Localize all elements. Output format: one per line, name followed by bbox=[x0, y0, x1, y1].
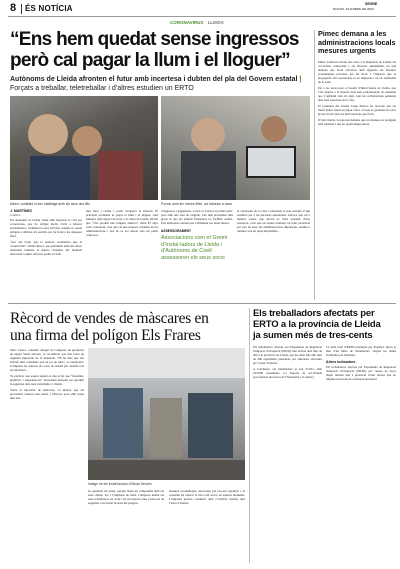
newspaper-name: SEGRE bbox=[365, 2, 378, 6]
photo-home-office bbox=[161, 96, 310, 200]
br-divider bbox=[249, 308, 250, 563]
main-col-4: al capdavant de la crisi i basteixen el nou sistema d’ajut establert per a les persones autònomes. Advoca que cal a màxim. Laura, que encara es troba pendent d’una resolució, creu que en aquest moment cal tenir paciència per part de totes les administracions implicades. Anima a tramitar tots els ajuts disponibles. bbox=[237, 209, 310, 233]
main-headline bbox=[10, 29, 310, 71]
main-subtitle bbox=[10, 75, 310, 93]
br-headline-line-3: ja sumen més de tres-cents bbox=[253, 330, 373, 341]
bl-headline-line-2: una firma del polígon Els Frares bbox=[10, 327, 201, 344]
section-separator bbox=[8, 303, 396, 304]
br-col-2 bbox=[326, 345, 396, 381]
bl-body-1: Marc Castro, conseller delegat de l’empresa de productes de neteja Sieda Serveis, va reconèixer que han notat un augment important de la demanda. “Hi ha dies que ens arriben més comandes que en tot un mes”, va assenyalar. L’empresa ha reforçat els torns de treball per atendre tots els encàrrecs. bbox=[10, 348, 84, 372]
bl-body-3: Sobre la reposició de màscares, va indicar que els proveïdors xinesos han tornat a fabricar, però amb preus més alts. bbox=[10, 388, 84, 400]
bl-col-3: mesures econòmiques aprovades pel Govern espanyol i el conseller ha valorat la tasca del sector en aquests moments. L’empresa preveu continuar amb l’activitat mentre duri l’estat d’alarma. bbox=[169, 489, 245, 505]
subtitle-bold: Autònoms de Lleida afronten el futur amb incertesa i dubten del pla del Govern estatal bbox=[10, 76, 298, 83]
col1-body: Els autònoms de Lleida viuen amb incertesa la crisi per coronavirus, que ha obligat molts d’ells a haturar parcialment o totalment la seva activitat. Alguns es veuen obligats a utilitzar els estalvis per fer front a les despeses fixes. bbox=[10, 218, 82, 238]
sidebar-body-1: Pimec Lleida ha enviat una carta a la Diputació de Lleida, als col·lectius comercials i als diversos ajuntaments en què demana que facin efectives amb urgència les mesures econòmiques previstes per fer front a l’impacte que la propagació del coronavirus té en empreses i en els autònoms de la zona. bbox=[318, 59, 396, 84]
br-headline-line-2: ERTO a la província de Lleida bbox=[253, 319, 381, 330]
bottom-left-headline bbox=[10, 310, 245, 344]
subtitle-rest: Forçats a treballar, teletreballar i d’altres estudien un ERTO bbox=[10, 85, 194, 92]
photo1-caption: Albert, conilliant el seu habitatge amb els seus dos fills. bbox=[10, 202, 91, 206]
header-divider bbox=[21, 4, 22, 14]
photo-warehouse bbox=[88, 348, 245, 480]
br-col-1 bbox=[253, 345, 322, 379]
page-number: 8 bbox=[10, 2, 17, 14]
col1-quote: “Ara em trobo que la situació econòmica que el coronavirus”, afirma Roser, que juntament amb uns altres autònoms lamenta la manca d’ajudes. De moment desconeix a quins recursos podrà accedir. bbox=[10, 240, 82, 256]
bl-col-2: no apujaran els preus, perquè tenen un compromís amb els seus clients. Tot i l’augment de feina, l’empresa manté els seus treballadors en actiu i ha incorporat nous protocols de seguretat a les instal·lacions del polígon. bbox=[88, 489, 164, 505]
br-headline-line-1: Els treballadors afectats per bbox=[253, 308, 375, 319]
article-author: J. MARTÍNEZ bbox=[10, 209, 32, 213]
col3-green-callout: Associacions com el Gremi d’Instal·ladors de Lleida i d’Autònoms de Coell assessoren els seus socis bbox=[161, 235, 228, 261]
col3-heading: ASSESSORAMENT bbox=[161, 229, 192, 233]
sidebar-divider bbox=[314, 30, 315, 300]
br-body-1: Els treballadors afectats per Expedients de Regulació Temporal d’Ocupació (ERTO) han arribat dels més de 300 a la província de Lleida, que ha rebut fins ahir més de 400 expedients presentats per empreses afectades per l’estat d’alarma. bbox=[253, 345, 322, 365]
br-body-4: Els treballadors afectats per Expedients de Regulació Temporal d’Ocupació (ERTO) per causes de força major tindran dret a prestació d’atur encara que no tinguin el període de cotització necessari. bbox=[326, 365, 396, 381]
bottom-right-headline bbox=[253, 308, 396, 341]
main-col-1 bbox=[10, 209, 82, 256]
section-label: ÉS NOTÍCIA bbox=[25, 4, 73, 13]
bl-col-1 bbox=[10, 348, 84, 400]
main-col-2: més forta i confia a poder recuperar la situació. El principal problema és pagar la llum i el lloguer. José Manuel, amb negoci de fresa a la ciutat de Lleida, afirma que “s’ha produït una caiguda dràstica”. Amb 45 anys com a autònom, creu que cal una resposta conjunta de les administracions i que no es pot deixar sols els petits comerços. bbox=[86, 209, 158, 237]
br-body-3: La xifra total d’ERTO plantejats per Espanya afecta ja més d’un milió de treballadors, segons les dades facilitades pel ministeri. bbox=[326, 345, 396, 357]
main-col-3 bbox=[161, 209, 233, 261]
sidebar-body-4: D’altra banda, la patronal demana que les mesures es prenguin amb rapidesa i que no quedi ningú enrere. bbox=[318, 117, 396, 126]
warehouse-caption: Imatge de les instal·lacions d’Sieda Serveis. bbox=[88, 482, 153, 486]
header-date: DIJOUS, 19 D'ABRIL DE 2020 bbox=[333, 7, 374, 11]
sidebar-title: Pimec demana a les administracions locals mesures urgents bbox=[318, 29, 396, 55]
topic-banner bbox=[170, 20, 224, 25]
headline-line-2: però cal pagar la llum i el lloguer” bbox=[10, 50, 290, 71]
br-subhead: Altres indicadors bbox=[326, 360, 356, 364]
location-label: LLEIDA bbox=[207, 20, 224, 25]
subtitle-bar: | bbox=[299, 76, 302, 83]
header-rule bbox=[8, 16, 396, 17]
sidebar-box bbox=[318, 30, 396, 126]
article-location: LLEIDA bbox=[10, 213, 21, 217]
topic-label: CORONAVIRUS bbox=[170, 20, 204, 25]
photo-family-home bbox=[10, 96, 158, 200]
sidebar-body-3: El president del Gremi, Josep Pinosa, ha recordat que els instal·ladors tenen un paper clau i cal que es garanteixi la seva protecció en totes les intervencions que facin. bbox=[318, 103, 396, 116]
bl-headline-line-1: Rècord de vendes de màscares en bbox=[10, 310, 209, 327]
headline-line-1: “Ens hem quedat sense ingressos bbox=[10, 29, 299, 50]
bl-body-2: Va explicar que aquest repunt es deu al fet que “hospitals, geriàtrics i supermercats” necessiten material per garantir la seguretat dels seus treballadors i clients. bbox=[10, 374, 84, 386]
sidebar-body-2: Per a les seves part, el Gremi d’Instal·ladors de Lleida, que s’ha adaptat a la situació dels seus professionals, ha demanat que s’agilitzin tant els ajuts com les reclamacions pendents dels seus associats en la crisi. bbox=[318, 85, 396, 102]
br-body-2: A Catalunya, els treballadors ja són 27.651, amb 165.000 expedients. La majoria de sol·licituds procedeixen del sector de l’hostaleria i el comerç. bbox=[253, 367, 322, 379]
photo2-caption: Poonà, amb les meves filles, col·laborant a casa. bbox=[161, 202, 233, 206]
col3-body: d’ingressos i pagaments. I aviat es trobarà al primer pilar, però amb una taxa de caiguda. Uns dels problemes més greus és que les entitats financeres no facilitin crèdits. Uns indicadors alerten que l’aïllament pot durar mesos. bbox=[161, 209, 233, 225]
